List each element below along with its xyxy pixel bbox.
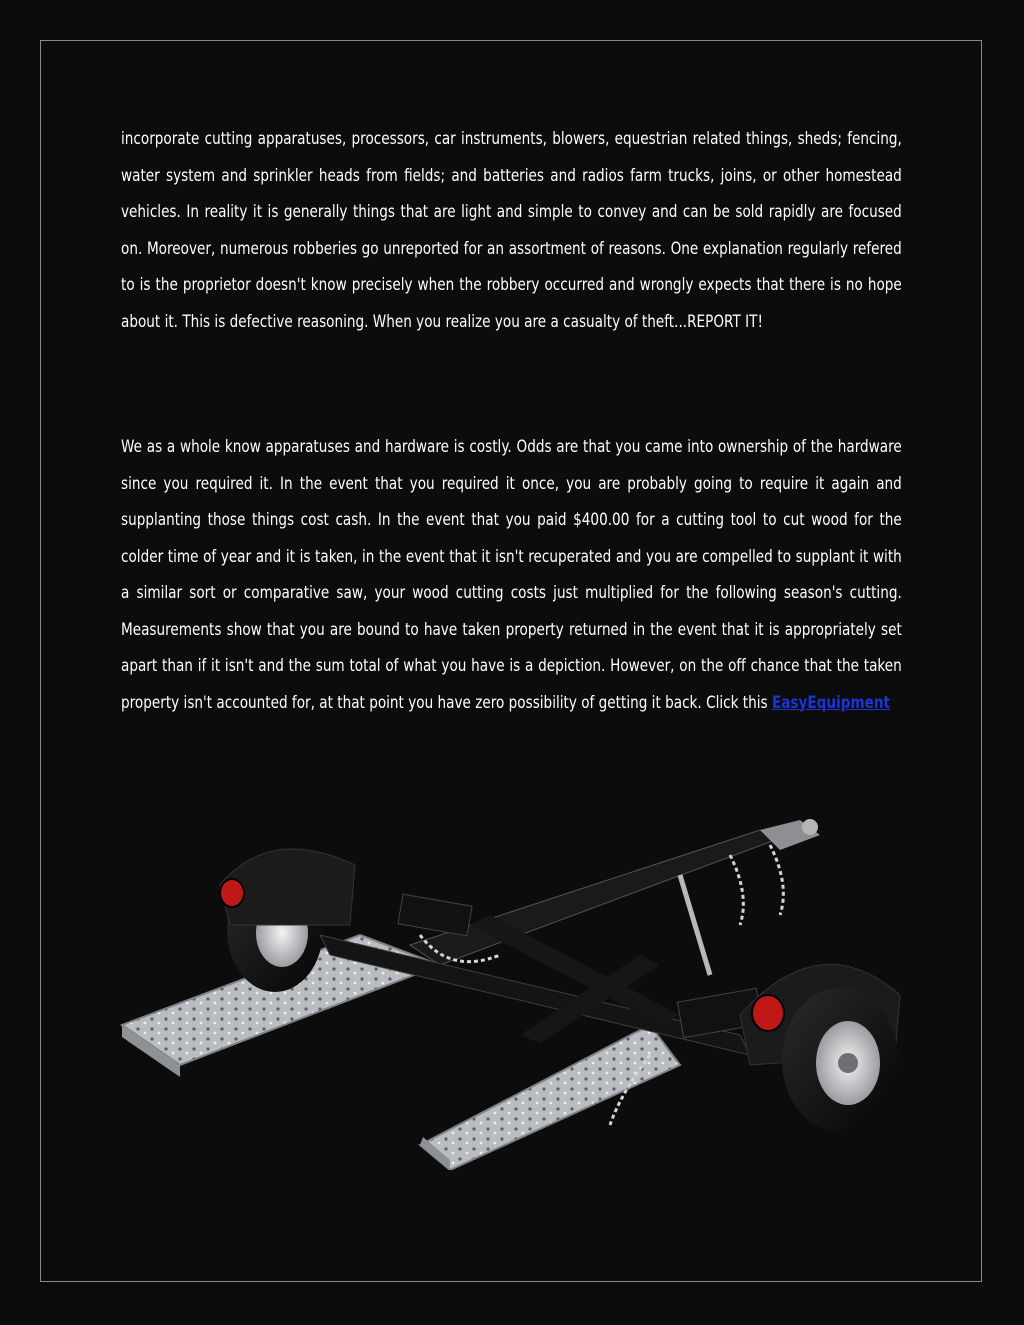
right-ramp xyxy=(420,1025,680,1170)
paragraph-1-wrap xyxy=(121,121,902,413)
tongue xyxy=(410,830,775,965)
easyequipment-link[interactable]: EasyEquipment xyxy=(771,692,891,713)
paragraph-1: incorporate cutting apparatuses, processors, car instruments, blowers, equestrian related things, sheds; fencing, water system and sprinkler heads from fields; and batteries and radios farm trucks, joins, or other homestead vehicles. In reality it is generally things that are light and simple to convey and can be sold rapidly are focused on. Moreover, numerous robberies go unreported for an assortment of reasons. One explanation regularly refered to is the proprietor doesn't know precisely when the robbery occurred and wrongly expects that there is no hope about it. This is defective reasoning. When you realize you are a casualty of theft...REPORT IT! xyxy=(121,129,902,332)
paragraph-2-text: We as a whole know apparatuses and hardware is costly. Odds are that you came into ownership of the hardware since you required it. In the event that you required it once, you are probably going to require it again and supplanting those things cost cash. In the event that you paid $400.00 for a cutting tool to cut wood for the colder time of year and it is taken, in the event that it isn't recuperated and you are compelled to supplant it with a similar sort or comparative saw, your wood cutting costs just multiplied for the following season's cutting. Measurements show that you are bound to have taken property returned in the event that it is appropriately set apart than if it isn't and the sum total of what you have is a depiction. However, on the off chance that the taken property isn't accounted for, at that point you have zero possibility of getting it back. Click this xyxy=(121,437,902,713)
right-wheel xyxy=(740,964,900,1132)
paragraph-2-wrap xyxy=(121,429,902,799)
tow-dolly-photo xyxy=(120,815,910,1170)
paragraph-2 xyxy=(121,429,902,721)
document-body xyxy=(121,121,902,799)
